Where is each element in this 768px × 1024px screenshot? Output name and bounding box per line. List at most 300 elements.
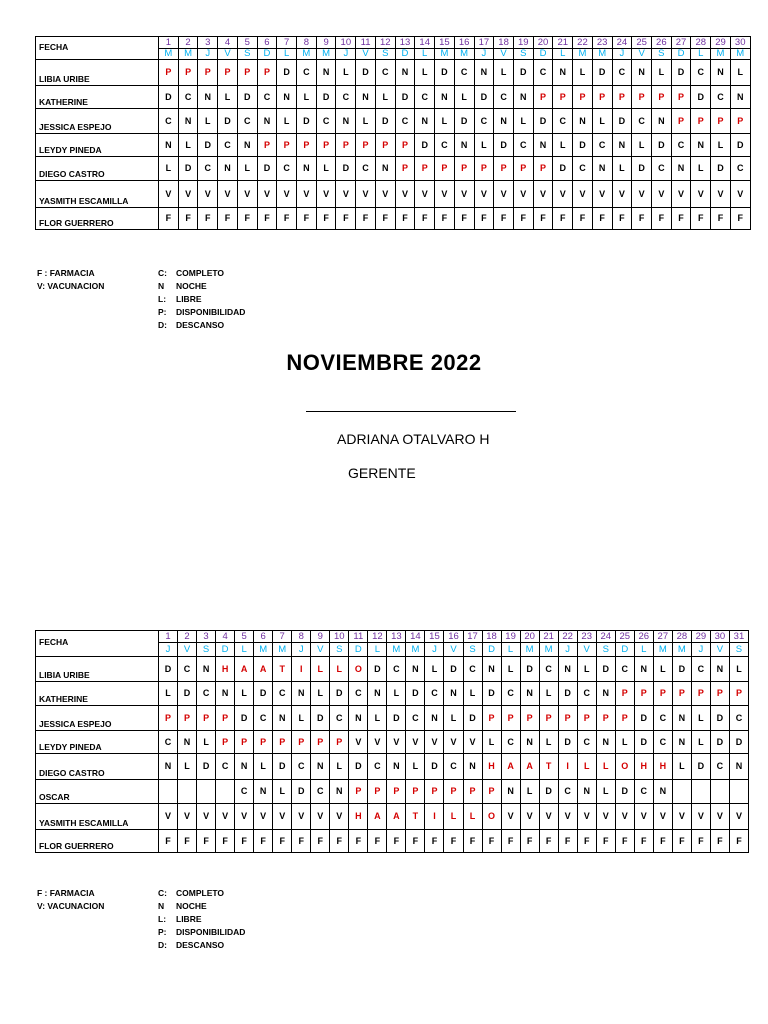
shift-cell: D	[711, 157, 731, 181]
shift-cell: D	[292, 780, 311, 804]
weekday-initial: D	[482, 643, 501, 657]
weekday-initial: J	[474, 49, 494, 60]
shift-cell: N	[672, 706, 691, 731]
shift-cell: F	[257, 208, 277, 230]
shift-cell: P	[729, 682, 748, 706]
shift-cell: D	[257, 157, 277, 181]
weekday-initial: M	[178, 49, 198, 60]
shift-cell: N	[612, 134, 632, 157]
day-number: 28	[672, 631, 691, 643]
shift-cell: L	[311, 657, 330, 682]
shift-cell: F	[634, 830, 653, 853]
shift-cell: V	[395, 181, 415, 208]
shift-cell: N	[632, 60, 652, 86]
weekday-initial: M	[387, 643, 406, 657]
weekday-initial: S	[729, 643, 748, 657]
shift-cell: L	[592, 109, 612, 134]
shift-cell: V	[435, 181, 455, 208]
shift-cell: P	[406, 780, 425, 804]
weekday-initial: L	[634, 643, 653, 657]
shift-cell: L	[415, 60, 435, 86]
shift-cell: D	[406, 682, 425, 706]
shift-cell	[710, 780, 729, 804]
shift-cell: N	[634, 657, 653, 682]
legend-code: C:	[158, 888, 167, 898]
day-number: 16	[454, 37, 474, 49]
shift-cell: L	[615, 731, 634, 754]
shift-cell: D	[691, 86, 711, 109]
shift-cell: F	[178, 830, 197, 853]
shift-cell: N	[482, 657, 501, 682]
shift-cell: N	[520, 682, 539, 706]
shift-cell: N	[711, 60, 731, 86]
shift-cell: V	[292, 804, 311, 830]
shift-cell: F	[710, 830, 729, 853]
shift-cell: C	[159, 731, 178, 754]
shift-cell: L	[672, 754, 691, 780]
day-number: 22	[573, 37, 593, 49]
employee-name: KATHERINE	[36, 86, 159, 109]
shift-cell: D	[198, 134, 218, 157]
weekday-initial: M	[273, 643, 292, 657]
legend-codes-2	[158, 887, 245, 952]
shift-cell: F	[653, 830, 672, 853]
shift-cell: C	[592, 134, 612, 157]
shift-cell: P	[235, 731, 254, 754]
shift-cell: F	[178, 208, 198, 230]
shift-cell: F	[197, 830, 216, 853]
shift-cell: N	[596, 682, 615, 706]
shift-cell: T	[273, 657, 292, 682]
weekday-initial: M	[297, 49, 317, 60]
shift-cell: P	[254, 731, 273, 754]
shift-cell: O	[349, 657, 368, 682]
shift-cell: P	[311, 731, 330, 754]
day-number: 27	[653, 631, 672, 643]
shift-cell: F	[729, 830, 748, 853]
shift-cell: L	[691, 731, 710, 754]
employee-name: DIEGO CASTRO	[36, 157, 159, 181]
shift-cell: V	[553, 181, 573, 208]
weekday-initial: V	[710, 643, 729, 657]
weekday-initial: M	[435, 49, 455, 60]
shift-cell: D	[237, 86, 257, 109]
day-number: 18	[494, 37, 514, 49]
shift-cell	[729, 780, 748, 804]
shift-cell: C	[474, 109, 494, 134]
shift-cell: P	[178, 706, 197, 731]
shift-cell: P	[425, 780, 444, 804]
shift-cell: N	[330, 780, 349, 804]
shift-cell: C	[316, 109, 336, 134]
weekday-initial: M	[520, 643, 539, 657]
weekday-initial: V	[444, 643, 463, 657]
shift-cell: P	[533, 157, 553, 181]
legend-farmacia: F : FARMACIA	[37, 268, 95, 278]
shift-cell: V	[349, 731, 368, 754]
shift-cell: F	[159, 208, 179, 230]
shift-cell: C	[387, 657, 406, 682]
shift-cell: D	[235, 706, 254, 731]
legend-code: D:	[158, 320, 167, 330]
employee-name: LEYDY PINEDA	[36, 134, 159, 157]
day-number: 20	[520, 631, 539, 643]
weekday-initial: D	[395, 49, 415, 60]
employee-name: JESSICA ESPEJO	[36, 109, 159, 134]
day-number: 31	[729, 631, 748, 643]
shift-cell: N	[159, 754, 178, 780]
shift-cell: N	[395, 60, 415, 86]
shift-cell: N	[513, 86, 533, 109]
shift-cell: C	[425, 682, 444, 706]
shift-cell	[216, 780, 235, 804]
shift-cell: V	[273, 804, 292, 830]
shift-cell: D	[558, 682, 577, 706]
shift-cell: F	[336, 208, 356, 230]
shift-cell: D	[254, 682, 273, 706]
day-number: 6	[257, 37, 277, 49]
shift-cell: D	[710, 731, 729, 754]
day-number: 10	[330, 631, 349, 643]
shift-cell	[672, 780, 691, 804]
shift-cell: P	[573, 86, 593, 109]
shift-cell: N	[435, 86, 455, 109]
legend-label: LIBRE	[176, 294, 202, 304]
shift-cell: L	[159, 157, 179, 181]
shift-cell: F	[425, 830, 444, 853]
day-number: 11	[349, 631, 368, 643]
shift-cell: N	[387, 754, 406, 780]
shift-cell: N	[494, 109, 514, 134]
shift-cell: C	[454, 60, 474, 86]
shift-cell: D	[454, 109, 474, 134]
shift-cell: V	[592, 181, 612, 208]
shift-cell: P	[711, 109, 731, 134]
shift-cell: F	[311, 830, 330, 853]
shift-cell: F	[494, 208, 514, 230]
weekday-initial: M	[672, 643, 691, 657]
shift-cell: C	[237, 109, 257, 134]
shift-cell: P	[539, 706, 558, 731]
day-number: 2	[178, 37, 198, 49]
table-row	[36, 134, 751, 157]
shift-cell: H	[349, 804, 368, 830]
legend-code: C:	[158, 268, 167, 278]
shift-cell: P	[178, 60, 198, 86]
shift-cell: C	[573, 157, 593, 181]
shift-cell: L	[454, 86, 474, 109]
shift-cell: D	[632, 157, 652, 181]
shift-cell: N	[577, 780, 596, 804]
shift-cell: L	[501, 657, 520, 682]
shift-cell: D	[197, 754, 216, 780]
shift-cell: P	[691, 682, 710, 706]
shift-cell: V	[254, 804, 273, 830]
shift-cell: V	[711, 181, 731, 208]
shift-cell: P	[615, 682, 634, 706]
shift-cell: N	[425, 706, 444, 731]
shift-cell: P	[395, 157, 415, 181]
shift-cell: F	[615, 830, 634, 853]
shift-cell: F	[520, 830, 539, 853]
shift-cell: P	[474, 157, 494, 181]
legend-label: DISPONIBILIDAD	[176, 927, 246, 937]
legend-label: NOCHE	[176, 901, 207, 911]
shift-cell: C	[406, 706, 425, 731]
shift-cell: L	[178, 754, 197, 780]
shift-cell: C	[292, 754, 311, 780]
day-number: 1	[159, 37, 179, 49]
shift-cell: V	[218, 181, 238, 208]
signature-role: GERENTE	[348, 465, 416, 481]
shift-cell: F	[711, 208, 731, 230]
day-number: 14	[415, 37, 435, 49]
weekday-initial: S	[237, 49, 257, 60]
legend-code-row	[158, 319, 245, 332]
day-number: 26	[651, 37, 671, 49]
shift-cell: L	[277, 109, 297, 134]
legend-code-row	[158, 306, 245, 319]
shift-cell: D	[297, 109, 317, 134]
shift-cell: A	[520, 754, 539, 780]
weekday-initial: J	[425, 643, 444, 657]
table-row	[36, 780, 749, 804]
employee-name: YASMITH ESCAMILLA	[36, 804, 159, 830]
shift-cell: T	[406, 804, 425, 830]
shift-cell: N	[311, 754, 330, 780]
weekday-initial: J	[159, 643, 178, 657]
weekday-initial: D	[615, 643, 634, 657]
shift-cell: C	[368, 754, 387, 780]
shift-cell: L	[435, 109, 455, 134]
shift-cell: P	[672, 682, 691, 706]
shift-cell: N	[533, 134, 553, 157]
shift-cell: P	[218, 60, 238, 86]
shift-cell: D	[463, 706, 482, 731]
shift-cell: F	[592, 208, 612, 230]
legend-label: COMPLETO	[176, 888, 225, 898]
shift-cell: P	[277, 134, 297, 157]
legend-label: DISPONIBILIDAD	[176, 307, 246, 317]
shift-cell: P	[730, 109, 750, 134]
shift-cell: V	[494, 181, 514, 208]
shift-cell: P	[494, 157, 514, 181]
shift-cell: D	[710, 706, 729, 731]
day-number: 15	[435, 37, 455, 49]
shift-cell: C	[729, 706, 748, 731]
day-number: 19	[513, 37, 533, 49]
shift-cell: V	[159, 804, 178, 830]
weekday-initial: L	[691, 49, 711, 60]
shift-cell: F	[474, 208, 494, 230]
shift-cell: L	[577, 657, 596, 682]
table-row	[36, 60, 751, 86]
day-number: 17	[463, 631, 482, 643]
shift-cell: D	[596, 657, 615, 682]
day-number: 21	[553, 37, 573, 49]
weekday-initial: S	[513, 49, 533, 60]
shift-cell: L	[482, 731, 501, 754]
day-number: 25	[615, 631, 634, 643]
shift-cell: V	[237, 181, 257, 208]
shift-cell: L	[573, 60, 593, 86]
legend-code: N	[158, 281, 165, 291]
day-number: 12	[368, 631, 387, 643]
shift-cell: O	[615, 754, 634, 780]
table-row	[36, 682, 749, 706]
shift-cell: C	[533, 60, 553, 86]
shift-cell: V	[406, 731, 425, 754]
shift-cell: A	[501, 754, 520, 780]
table-row	[36, 804, 749, 830]
shift-cell: L	[356, 109, 376, 134]
shift-cell: T	[539, 754, 558, 780]
table-row	[36, 109, 751, 134]
shift-cell: D	[178, 157, 198, 181]
shift-cell	[691, 780, 710, 804]
shift-cell: P	[237, 60, 257, 86]
day-number: 20	[533, 37, 553, 49]
weekday-initial: J	[558, 643, 577, 657]
schedule-table-previous-month	[35, 36, 751, 230]
weekday-initial: S	[330, 643, 349, 657]
shift-cell: F	[368, 830, 387, 853]
employee-name: DIEGO CASTRO	[36, 754, 159, 780]
shift-cell: C	[711, 86, 731, 109]
signature-line	[306, 411, 516, 412]
shift-cell: N	[254, 780, 273, 804]
shift-cell: C	[336, 86, 356, 109]
shift-cell: P	[387, 780, 406, 804]
shift-cell: F	[444, 830, 463, 853]
shift-cell: D	[178, 682, 197, 706]
shift-cell: N	[237, 134, 257, 157]
shift-cell: P	[653, 682, 672, 706]
shift-cell: V	[474, 181, 494, 208]
shift-cell: L	[539, 682, 558, 706]
shift-cell: F	[454, 208, 474, 230]
shift-cell: N	[197, 657, 216, 682]
shift-cell: D	[672, 657, 691, 682]
weekday-initial: M	[254, 643, 273, 657]
shift-cell: P	[356, 134, 376, 157]
shift-cell: D	[539, 780, 558, 804]
weekday-initial: D	[533, 49, 553, 60]
legend-code: P:	[158, 927, 167, 937]
weekday-initial: V	[218, 49, 238, 60]
employee-name: LIBIA URIBE	[36, 60, 159, 86]
day-number: 25	[632, 37, 652, 49]
shift-cell: C	[463, 657, 482, 682]
shift-cell: N	[596, 731, 615, 754]
legend-code: L:	[158, 294, 167, 304]
shift-cell: C	[198, 157, 218, 181]
table-row	[36, 157, 751, 181]
shift-cell: F	[292, 830, 311, 853]
day-number: 30	[710, 631, 729, 643]
weekday-initial: V	[577, 643, 596, 657]
shift-cell: L	[375, 86, 395, 109]
day-number: 19	[501, 631, 520, 643]
day-number: 22	[558, 631, 577, 643]
signature-name: ADRIANA OTALVARO H	[337, 431, 490, 447]
header-row-day-numbers	[36, 37, 751, 49]
shift-cell: F	[277, 208, 297, 230]
shift-cell: I	[292, 657, 311, 682]
shift-cell: D	[435, 60, 455, 86]
shift-cell: C	[634, 780, 653, 804]
shift-cell: F	[316, 208, 336, 230]
day-number: 6	[254, 631, 273, 643]
shift-cell: D	[573, 134, 593, 157]
shift-cell: D	[634, 706, 653, 731]
weekday-initial: L	[501, 643, 520, 657]
shift-cell: V	[159, 181, 179, 208]
shift-cell: V	[596, 804, 615, 830]
shift-cell: F	[198, 208, 218, 230]
shift-cell: D	[691, 754, 710, 780]
day-number: 30	[730, 37, 750, 49]
shift-cell: N	[273, 706, 292, 731]
shift-cell: C	[375, 60, 395, 86]
shift-cell: C	[577, 731, 596, 754]
shift-cell: N	[159, 134, 179, 157]
shift-cell: V	[257, 181, 277, 208]
weekday-initial: M	[573, 49, 593, 60]
shift-cell: L	[178, 134, 198, 157]
shift-cell: C	[632, 109, 652, 134]
legend-code: P:	[158, 307, 167, 317]
shift-cell: V	[672, 804, 691, 830]
shift-cell: P	[651, 86, 671, 109]
shift-cell: P	[257, 134, 277, 157]
shift-cell: L	[730, 60, 750, 86]
weekday-initial: M	[454, 49, 474, 60]
day-number: 7	[277, 37, 297, 49]
shift-cell: N	[349, 706, 368, 731]
shift-cell: V	[577, 804, 596, 830]
shift-cell: N	[558, 657, 577, 682]
shift-cell: N	[178, 109, 198, 134]
day-number: 4	[218, 37, 238, 49]
shift-cell: D	[349, 754, 368, 780]
shift-cell: V	[178, 804, 197, 830]
shift-cell: N	[415, 109, 435, 134]
shift-cell: P	[336, 134, 356, 157]
shift-cell: V	[277, 181, 297, 208]
weekday-initial: M	[406, 643, 425, 657]
shift-cell: F	[395, 208, 415, 230]
shift-cell: H	[482, 754, 501, 780]
shift-cell: V	[730, 181, 750, 208]
shift-cell: C	[691, 60, 711, 86]
month-title: NOVIEMBRE 2022	[286, 350, 482, 375]
table-row	[36, 657, 749, 682]
legend-code: L:	[158, 914, 167, 924]
shift-cell: N	[573, 109, 593, 134]
employee-name: FLOR GUERRERO	[36, 208, 159, 230]
shift-cell: P	[435, 157, 455, 181]
shift-cell: P	[592, 86, 612, 109]
shift-cell: N	[368, 682, 387, 706]
weekday-initial: M	[592, 49, 612, 60]
table-row	[36, 731, 749, 754]
day-number: 23	[577, 631, 596, 643]
shift-cell: L	[336, 60, 356, 86]
shift-cell: C	[494, 86, 514, 109]
shift-cell: N	[375, 157, 395, 181]
shift-cell: L	[632, 134, 652, 157]
